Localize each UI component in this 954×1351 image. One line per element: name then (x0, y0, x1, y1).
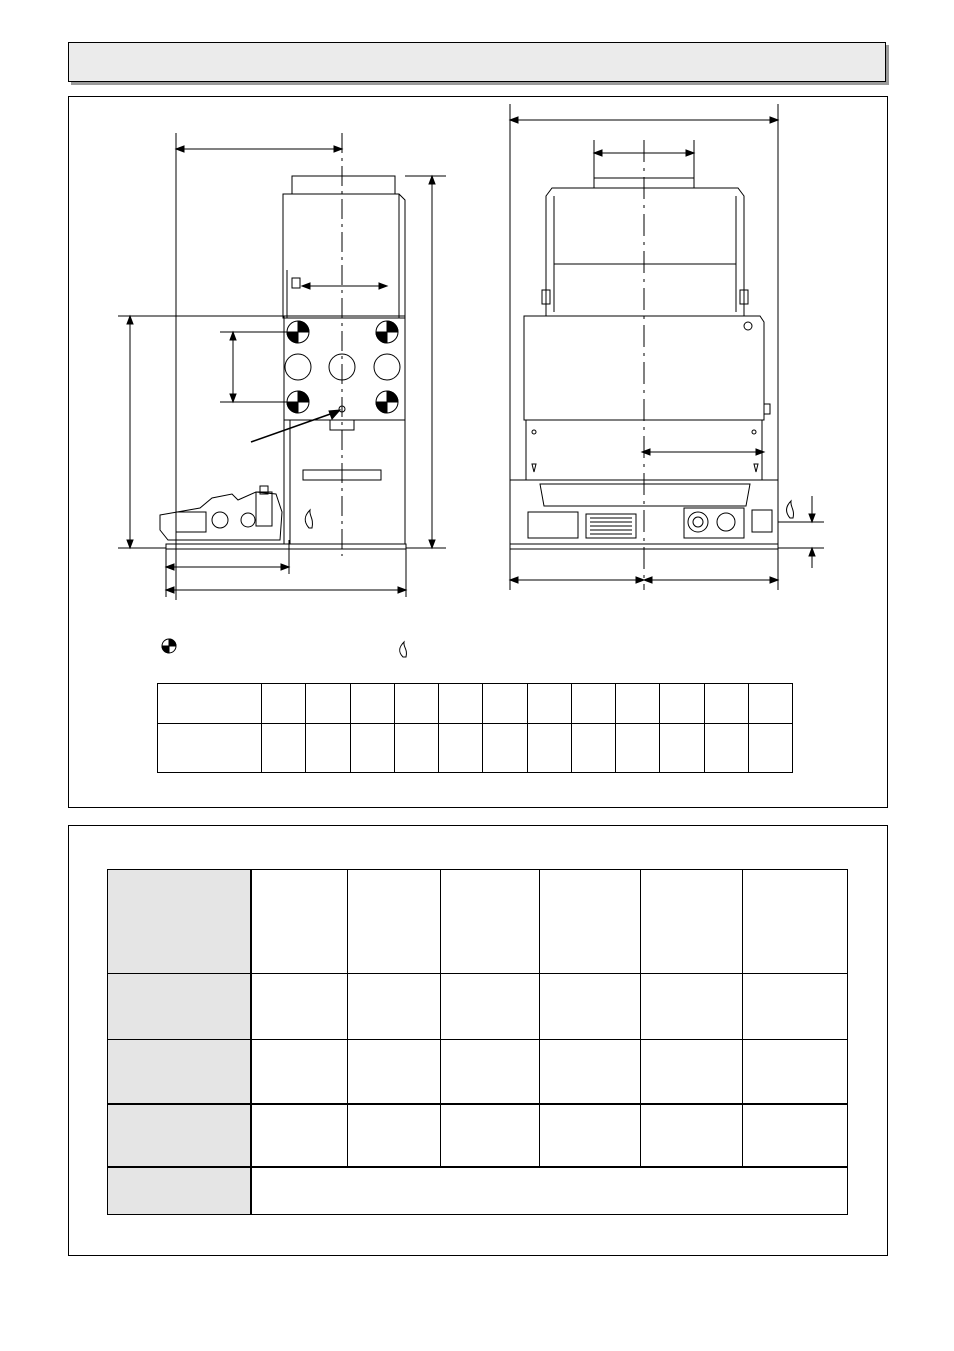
spec-cell (251, 974, 348, 1040)
spec-cell (743, 974, 848, 1040)
dim-cell (527, 684, 571, 724)
base-plate (166, 544, 406, 549)
spec-cell (641, 870, 743, 974)
spec-cell (441, 974, 540, 1040)
cog-symbol-tl (287, 321, 309, 343)
dim-cell (616, 724, 660, 773)
dim-cell (483, 684, 527, 724)
dim-cell (306, 684, 350, 724)
dim-cell (158, 684, 262, 724)
flame-mark-front (787, 501, 794, 518)
spec-row-header (108, 1104, 252, 1167)
spec-cell (441, 870, 540, 974)
spec-cell (348, 1040, 441, 1104)
spec-cell (348, 1104, 441, 1167)
specification-table (107, 869, 848, 1215)
spec-cell (540, 974, 641, 1040)
spec-cell (251, 1104, 348, 1167)
spec-cell (441, 1040, 540, 1104)
dim-cell (394, 724, 438, 773)
flue-outlet (292, 176, 395, 194)
spec-cell (743, 870, 848, 974)
dimensions-table (157, 683, 793, 773)
spec-row-header (108, 1167, 252, 1215)
flue-hood (283, 194, 405, 318)
dim-cell (158, 724, 262, 773)
spec-cell (540, 1104, 641, 1167)
spec-row-header (108, 974, 252, 1040)
spec-cell (348, 974, 441, 1040)
dim-cell (350, 684, 394, 724)
ignition-unit (528, 512, 578, 538)
dim-cell (483, 724, 527, 773)
cog-symbol-tr (376, 321, 398, 343)
dim-cell (704, 684, 748, 724)
front-view (510, 104, 824, 590)
dim-cell (571, 684, 615, 724)
spec-cell (251, 870, 348, 974)
cog-symbol-br (376, 391, 398, 413)
dim-cell (262, 684, 306, 724)
side-view (118, 133, 446, 600)
cog-symbol-bl (287, 391, 309, 413)
spec-cell (641, 974, 743, 1040)
dim-cell (660, 724, 704, 773)
spec-cell (441, 1104, 540, 1167)
lower-casing (284, 420, 405, 544)
spec-cell (641, 1104, 743, 1167)
dim-cell (439, 684, 483, 724)
spec-cell (251, 1040, 348, 1104)
flue-hood-front (546, 188, 744, 316)
spec-cell (743, 1040, 848, 1104)
spec-cell-wide (251, 1167, 848, 1215)
dim-cell (748, 724, 792, 773)
spec-cell (743, 1104, 848, 1167)
legend-cog-icon (162, 639, 176, 653)
dim-cell (439, 724, 483, 773)
spec-cell (540, 870, 641, 974)
gas-valve (160, 492, 282, 540)
spec-row-header (108, 1040, 252, 1104)
dim-cell (262, 724, 306, 773)
flame-mark-side (305, 510, 312, 528)
dim-cell (527, 724, 571, 773)
dim-cell (350, 724, 394, 773)
dim-cell (616, 684, 660, 724)
dim-cell (571, 724, 615, 773)
dim-cell (660, 684, 704, 724)
legend-flame-icon (400, 642, 407, 657)
tapping-right (374, 354, 400, 380)
dim-cell (306, 724, 350, 773)
spec-cell (641, 1040, 743, 1104)
spec-cell (540, 1040, 641, 1104)
dim-cell (748, 684, 792, 724)
spec-row-header (108, 870, 252, 974)
dim-cell (704, 724, 748, 773)
spec-cell (348, 870, 441, 974)
tapping-left (285, 354, 311, 380)
dim-cell (394, 684, 438, 724)
